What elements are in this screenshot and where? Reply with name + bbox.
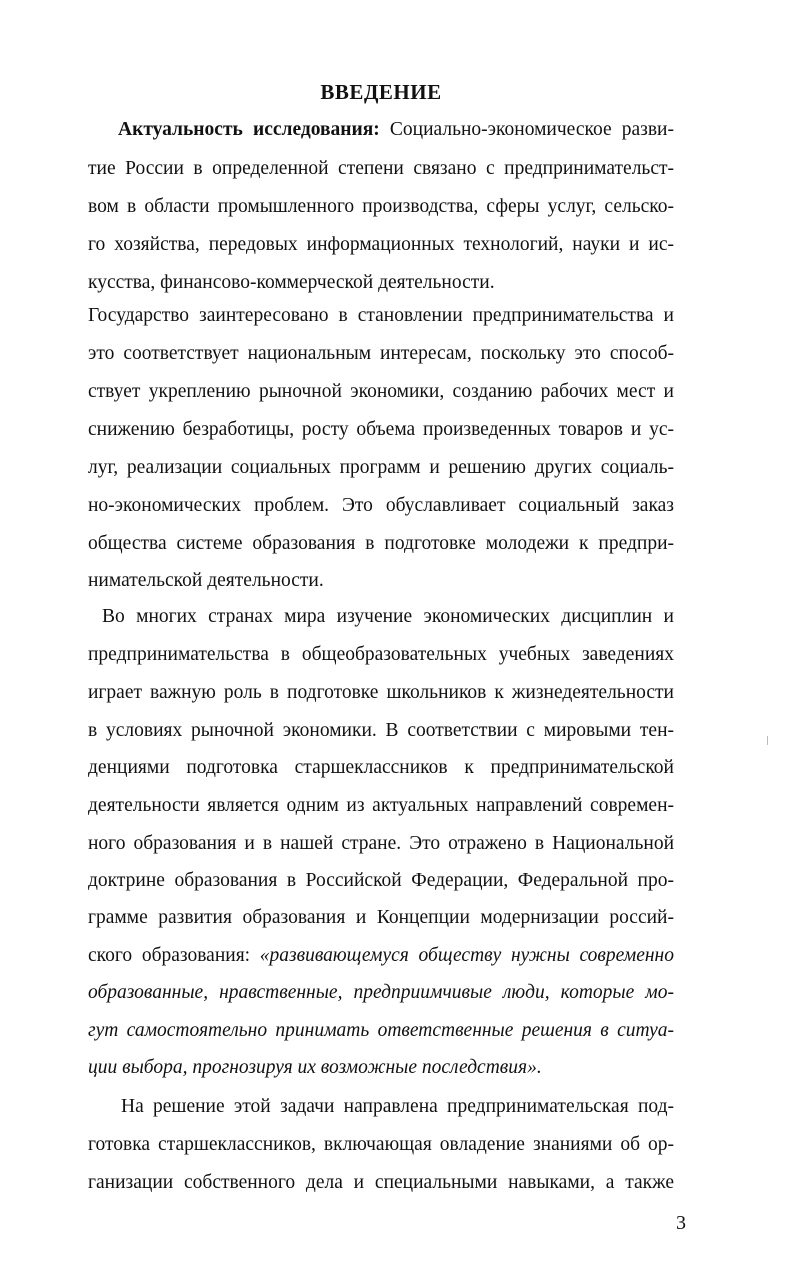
lead-heading: Актуальность исследования: [118, 119, 380, 140]
quote-line: образованные, нравственные, предприимчивые люди, которые мо- [88, 982, 674, 1003]
paragraph-line: го хозяйства, передовых информационных технологий, науки и ис- [88, 234, 674, 255]
text-span: Социально-экономическое разви- [379, 119, 674, 140]
page-title: ВВЕДЕНИЕ [320, 80, 442, 104]
quote-span: «развивающемуся обществу нужны современно [259, 945, 674, 966]
paragraph-line: ного образования и в нашей стране. Это отражено в Национальной [88, 833, 674, 854]
paragraph-line [88, 118, 674, 142]
paragraph-line: Государство заинтересовано в становлении предпринимательства и [88, 305, 674, 326]
paragraph-line: ствует укреплению рыночной экономики, созданию рабочих мест и [88, 381, 674, 402]
paragraph-line: предпринимательства в общеобразовательных учебных заведениях [88, 644, 674, 665]
paragraph-line: тие России в определенной степени связано с предпринимательст- [88, 158, 674, 179]
paragraph-line: деятельности является одним из актуальных направлений современ- [88, 795, 674, 816]
paragraph-line: Во многих странах мира изучение экономических дисциплин и [102, 606, 674, 627]
paragraph-line: нимательской деятельности. [88, 570, 324, 591]
page-number: 3 [676, 1212, 686, 1234]
paragraph-line: снижению безработицы, росту объема произведенных товаров и ус- [88, 419, 674, 440]
paragraph-line: денциями подготовка старшеклассников к предпринимательской [88, 757, 674, 778]
quote-line: ции выбора, прогнозируя их возможные последствия». [88, 1057, 542, 1078]
paragraph-line: играет важную роль в подготовке школьников к жизнедеятельности [88, 682, 674, 703]
paragraph-line: ганизации собственного дела и специальными навыками, а также [88, 1172, 674, 1193]
paragraph-line: луг, реализации социальных программ и решению других социаль- [88, 457, 674, 478]
paragraph-line: общества системе образования в подготовке молодежи к предпри- [88, 533, 674, 554]
scan-artifact [767, 736, 768, 745]
paragraph-line: На решение этой задачи направлена предпринимательская под- [121, 1096, 674, 1117]
paragraph-line: вом в области промышленного производства, сферы услуг, сельско- [88, 196, 674, 217]
paragraph-line: грамме развития образования и Концепции модернизации россий- [88, 907, 674, 928]
paragraph-line: в условиях рыночной экономики. В соответствии с мировыми тен- [88, 720, 674, 741]
paragraph-line: это соответствует национальным интересам, поскольку это способ- [88, 343, 674, 364]
quote-line: гут самостоятельно принимать ответственные решения в ситуа- [88, 1020, 674, 1041]
document-page [88, 0, 674, 1281]
paragraph-line: но-экономических проблем. Это обуславливает социальный заказ [88, 495, 674, 516]
paragraph-line [88, 944, 674, 968]
paragraph-line: готовка старшеклассников, включающая овладение знаниями об ор- [88, 1134, 674, 1155]
paragraph-line: доктрине образования в Российской Федерации, Федеральной про- [88, 870, 674, 891]
text-span: ского образования: [88, 945, 260, 966]
paragraph-line: кусства, финансово-коммерческой деятельности. [88, 272, 495, 293]
